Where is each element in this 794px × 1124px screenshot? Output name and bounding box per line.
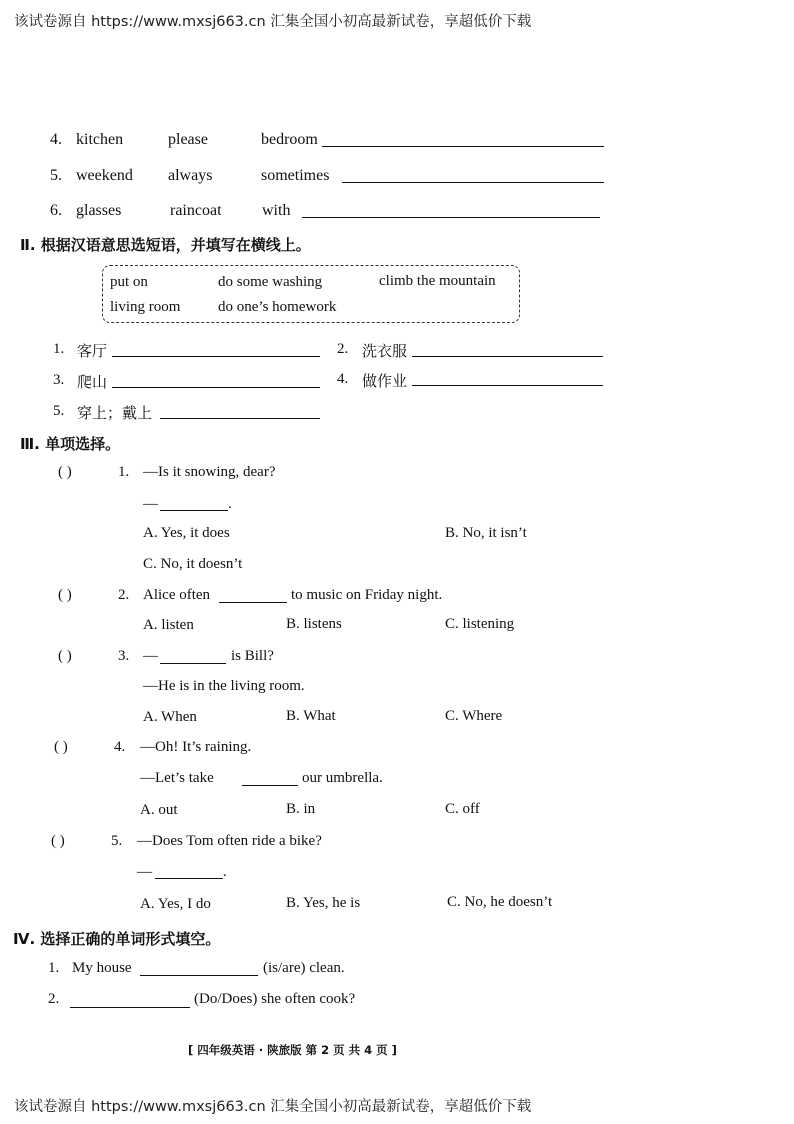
item-number: 4.	[337, 371, 349, 387]
period: .	[228, 496, 232, 512]
option-c: C. listening	[445, 616, 515, 632]
option-a: A. out	[140, 802, 178, 818]
chinese-prompt: 爬山	[77, 373, 108, 391]
question-number: 5.	[111, 833, 123, 849]
dialogue-dash: —	[143, 496, 158, 512]
option-c: C. No, it doesn’t	[143, 556, 243, 572]
section-3-heading: Ⅲ. 单项选择。	[20, 435, 121, 453]
word-2: raincoat	[170, 202, 222, 219]
item-number: 1.	[53, 341, 65, 357]
dialogue-dash: —	[137, 864, 152, 880]
section-4-heading: Ⅳ. 选择正确的单词形式填空。	[13, 930, 221, 948]
word-1: weekend	[76, 167, 133, 184]
phrase-option: do one’s homework	[218, 299, 337, 315]
item-text: (is/are) clean.	[263, 960, 345, 976]
watermark-top: 该试卷源自 https://www.mxsj663.cn 汇集全国小初高最新试卷，享超低价下载	[14, 14, 532, 30]
item-number: 3.	[53, 372, 65, 388]
section-2-heading: Ⅱ. 根据汉语意思选短语，并填写在横线上。	[20, 236, 311, 254]
item-number: 1.	[48, 960, 60, 976]
item-text: My house	[72, 960, 132, 976]
answer-blank[interactable]	[160, 418, 320, 419]
word-2: always	[168, 167, 213, 184]
word-3: bedroom	[261, 131, 318, 148]
chinese-prompt: 洗衣服	[362, 342, 408, 360]
option-a: A. Yes, it does	[143, 525, 230, 541]
chinese-prompt: 客厅	[77, 342, 108, 360]
option-c: C. Where	[445, 708, 503, 724]
row-number: 4.	[50, 131, 62, 148]
dialogue-text: —He is in the living room.	[143, 678, 305, 694]
option-a: A. When	[143, 709, 197, 725]
answer-blank[interactable]	[160, 510, 228, 511]
answer-bracket[interactable]: ( )	[58, 587, 72, 603]
question-number: 3.	[118, 648, 130, 664]
watermark-bottom: 该试卷源自 https://www.mxsj663.cn 汇集全国小初高最新试卷，享超低价下载	[14, 1099, 532, 1115]
option-b: B. No, it isn’t	[445, 525, 527, 541]
answer-bracket[interactable]: ( )	[51, 833, 65, 849]
option-b: B. What	[286, 708, 336, 724]
answer-bracket[interactable]: ( )	[54, 739, 68, 755]
row-number: 6.	[50, 202, 62, 219]
page-footer: [ 四年级英语 · 陕旅版 第 2 页 共 4 页 ]	[188, 1043, 397, 1057]
phrase-bank	[102, 265, 520, 323]
option-a: A. Yes, I do	[140, 896, 211, 912]
answer-blank[interactable]	[322, 146, 604, 147]
phrase-option: do some washing	[218, 274, 323, 290]
answer-blank[interactable]	[70, 1007, 190, 1008]
item-number: 5.	[53, 403, 65, 419]
phrase-option: put on	[110, 274, 148, 290]
question-text: —Is it snowing, dear?	[143, 464, 276, 480]
dialogue-text: —Oh! It’s raining.	[140, 739, 252, 755]
question-number: 4.	[114, 739, 126, 755]
answer-blank[interactable]	[219, 602, 287, 603]
answer-blank[interactable]	[160, 663, 226, 664]
option-c: C. No, he doesn’t	[447, 894, 553, 910]
answer-blank[interactable]	[155, 878, 223, 879]
answer-blank[interactable]	[140, 975, 258, 976]
option-c: C. off	[445, 801, 480, 817]
answer-bracket[interactable]: ( )	[58, 648, 72, 664]
chinese-prompt: 做作业	[362, 372, 408, 390]
word-1: kitchen	[76, 131, 124, 148]
phrase-option: climb the mountain	[379, 273, 496, 289]
question-number: 1.	[118, 464, 130, 480]
question-text: Alice often	[143, 587, 211, 603]
word-2: please	[168, 131, 208, 148]
answer-blank[interactable]	[342, 182, 604, 183]
dialogue-text: —Does Tom often ride a bike?	[137, 833, 322, 849]
question-number: 2.	[118, 587, 130, 603]
answer-blank[interactable]	[302, 217, 600, 218]
answer-blank[interactable]	[412, 385, 603, 386]
question-text: is Bill?	[231, 648, 274, 664]
answer-blank[interactable]	[112, 387, 320, 388]
question-text: —Let’s take	[140, 770, 214, 786]
item-text: (Do/Does) she often cook?	[194, 991, 356, 1007]
answer-blank[interactable]	[412, 356, 603, 357]
option-a: A. listen	[143, 617, 194, 633]
item-number: 2.	[337, 341, 349, 357]
word-1: glasses	[76, 202, 122, 219]
question-text: to music on Friday night.	[291, 587, 443, 603]
option-b: B. in	[286, 801, 316, 817]
row-number: 5.	[50, 167, 62, 184]
question-text: our umbrella.	[302, 770, 383, 786]
dialogue-dash: —	[143, 648, 158, 664]
phrase-option: living room	[110, 299, 181, 315]
period: .	[223, 864, 227, 880]
answer-blank[interactable]	[112, 356, 320, 357]
word-3: sometimes	[261, 167, 330, 184]
answer-bracket[interactable]: ( )	[58, 464, 72, 480]
option-b: B. listens	[286, 616, 342, 632]
answer-blank[interactable]	[242, 785, 298, 786]
word-3: with	[262, 202, 291, 219]
chinese-prompt: 穿上；戴上	[77, 404, 153, 422]
option-b: B. Yes, he is	[286, 895, 361, 911]
item-number: 2.	[48, 991, 60, 1007]
